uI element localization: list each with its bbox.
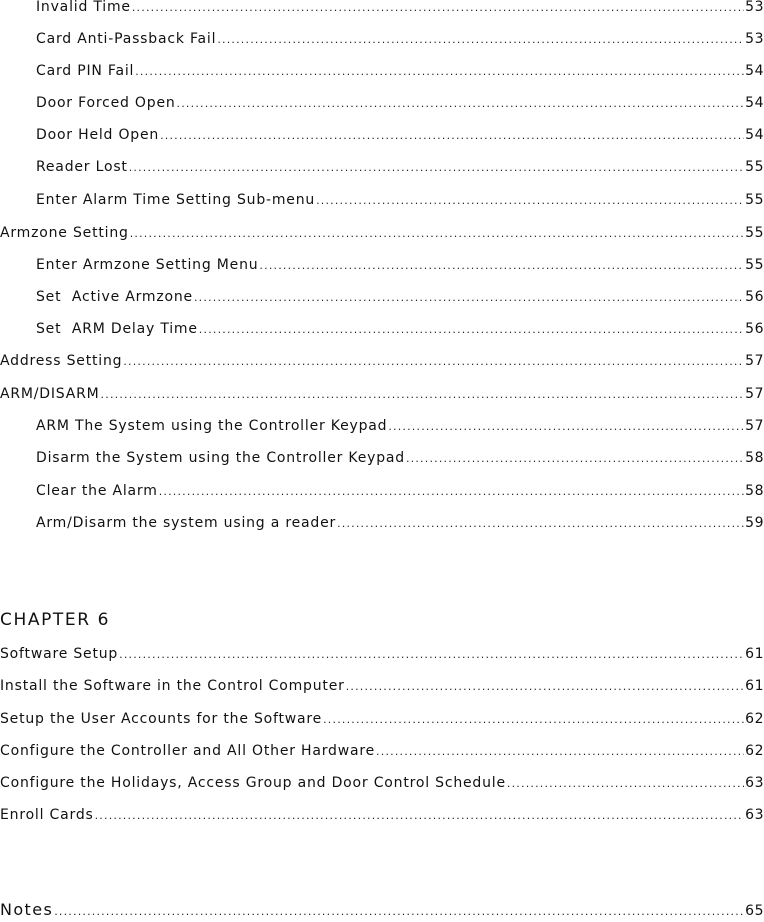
toc-entry-armzone-setting[interactable] [0,223,764,243]
toc-entry-card-anti-passback-fail[interactable] [0,29,764,49]
toc-entry-page: 57 [745,386,764,402]
toc-entry-title: Reader Lost [36,159,128,175]
toc-entry-software-setup[interactable] [0,644,764,664]
toc-entry-title: Clear the Alarm [36,483,158,499]
toc-entry-invalid-time[interactable] [0,0,764,17]
toc-entry-page: 55 [745,257,764,273]
toc-entry-title: Configure the Holidays, Access Group and Door Control Schedule [0,775,506,791]
toc-dot-leader [388,417,744,437]
toc-entry-title: Armzone Setting [0,225,129,241]
toc-entry-page: 58 [745,483,764,499]
toc-dot-leader [159,482,744,502]
toc-entry-notes[interactable] [0,900,764,920]
toc-entry-set-arm-delay-time[interactable] [0,319,764,339]
toc-entry-page: 57 [745,353,764,369]
toc-dot-leader [376,742,744,762]
toc-entry-page: 63 [745,775,764,791]
toc-entry-page: 62 [745,743,764,759]
toc-entry-page: 59 [745,515,764,531]
toc-entry-title: Configure the Controller and All Other Hardware [0,743,376,759]
toc-dot-leader [406,449,744,469]
toc-dot-leader [95,806,745,826]
toc-dot-leader [323,710,744,730]
toc-entry-title: Software Setup [0,646,119,662]
toc-entry-title: Enter Armzone Setting Menu [36,257,259,273]
toc-entry-card-pin-fail[interactable] [0,61,764,81]
toc-entry-title: ARM/DISARM [0,386,100,402]
toc-entry-title: Card Anti-Passback Fail [36,31,217,47]
toc-entry-title: Invalid Time [36,0,131,15]
toc-entry-title: Enter Alarm Time Setting Sub-menu [36,192,316,208]
toc-dot-leader [316,191,744,211]
toc-entry-page: 62 [745,711,764,727]
toc-entry-page: 54 [745,127,764,143]
toc-entry-enroll-cards[interactable] [0,805,764,825]
toc-dot-leader [160,126,744,146]
toc-entry-title: Setup the User Accounts for the Software [0,711,323,727]
toc-dot-leader [337,514,744,534]
toc-dot-leader [346,677,744,697]
toc-dot-leader [177,94,745,114]
toc-entry-title: Card PIN Fail [36,63,135,79]
toc-dot-leader [54,902,744,922]
toc-entry-page: 55 [745,192,764,208]
toc-entry-page: 56 [745,289,764,305]
toc-entry-title: Set Active Armzone [36,289,193,305]
toc-dot-leader [129,158,744,178]
toc-entry-install-software[interactable] [0,676,764,696]
toc-entry-title: Arm/Disarm the system using a reader [36,515,337,531]
toc-entry-page: 54 [745,95,764,111]
toc-entry-title: Door Forced Open [36,95,176,111]
toc-dot-leader [259,256,744,276]
toc-dot-leader [135,62,744,82]
toc-entry-arm-disarm-reader[interactable] [0,513,764,533]
toc-entry-page: 55 [745,159,764,175]
toc-entry-title: Address Setting [0,353,123,369]
toc-entry-enter-armzone-setting-menu[interactable] [0,255,764,275]
toc-dot-leader [507,774,744,794]
toc-dot-leader [199,320,744,340]
toc-entry-enter-alarm-time-setting[interactable] [0,190,764,210]
toc-entry-door-held-open[interactable] [0,125,764,145]
toc-entry-disarm-system-keypad[interactable] [0,448,764,468]
toc-entry-configure-controller[interactable] [0,741,764,761]
toc-entry-address-setting[interactable] [0,351,764,371]
toc-dot-leader [123,352,744,372]
toc-entry-title: Notes [0,900,54,919]
toc-entry-page: 63 [745,807,764,823]
toc-entry-page: 61 [745,646,764,662]
toc-entry-page: 54 [745,63,764,79]
toc-dot-leader [130,224,744,244]
toc-entry-title: Disarm the System using the Controller Keypad [36,450,405,466]
toc-entry-title: Enroll Cards [0,807,94,823]
toc-entry-reader-lost[interactable] [0,157,764,177]
toc-entry-title: Door Held Open [36,127,160,143]
toc-entry-set-active-armzone[interactable] [0,287,764,307]
toc-entry-title: ARM The System using the Controller Keypad [36,418,388,434]
toc-dot-leader [119,645,744,665]
toc-entry-door-forced-open[interactable] [0,93,764,113]
toc-entry-title: Install the Software in the Control Computer [0,678,345,694]
toc-entry-setup-user-accounts[interactable] [0,709,764,729]
toc-dot-leader [217,30,744,50]
toc-entry-page: 58 [745,450,764,466]
toc-entry-configure-holidays[interactable] [0,773,764,793]
toc-dot-leader [101,385,745,405]
toc-entry-arm-disarm[interactable] [0,384,764,404]
toc-entry-page: 53 [745,31,764,47]
chapter-heading: CHAPTER 6 [0,610,111,630]
toc-entry-page: 55 [745,225,764,241]
toc-entry-title: Set ARM Delay Time [36,321,198,337]
toc-entry-page: 65 [745,903,764,919]
toc-entry-arm-system-keypad[interactable] [0,416,764,436]
toc-entry-page: 57 [745,418,764,434]
toc-entry-page: 56 [745,321,764,337]
toc-dot-leader [132,0,744,18]
toc-entry-page: 61 [745,678,764,694]
toc-dot-leader [194,288,744,308]
toc-entry-page: 53 [745,0,764,15]
toc-entry-clear-the-alarm[interactable] [0,481,764,501]
